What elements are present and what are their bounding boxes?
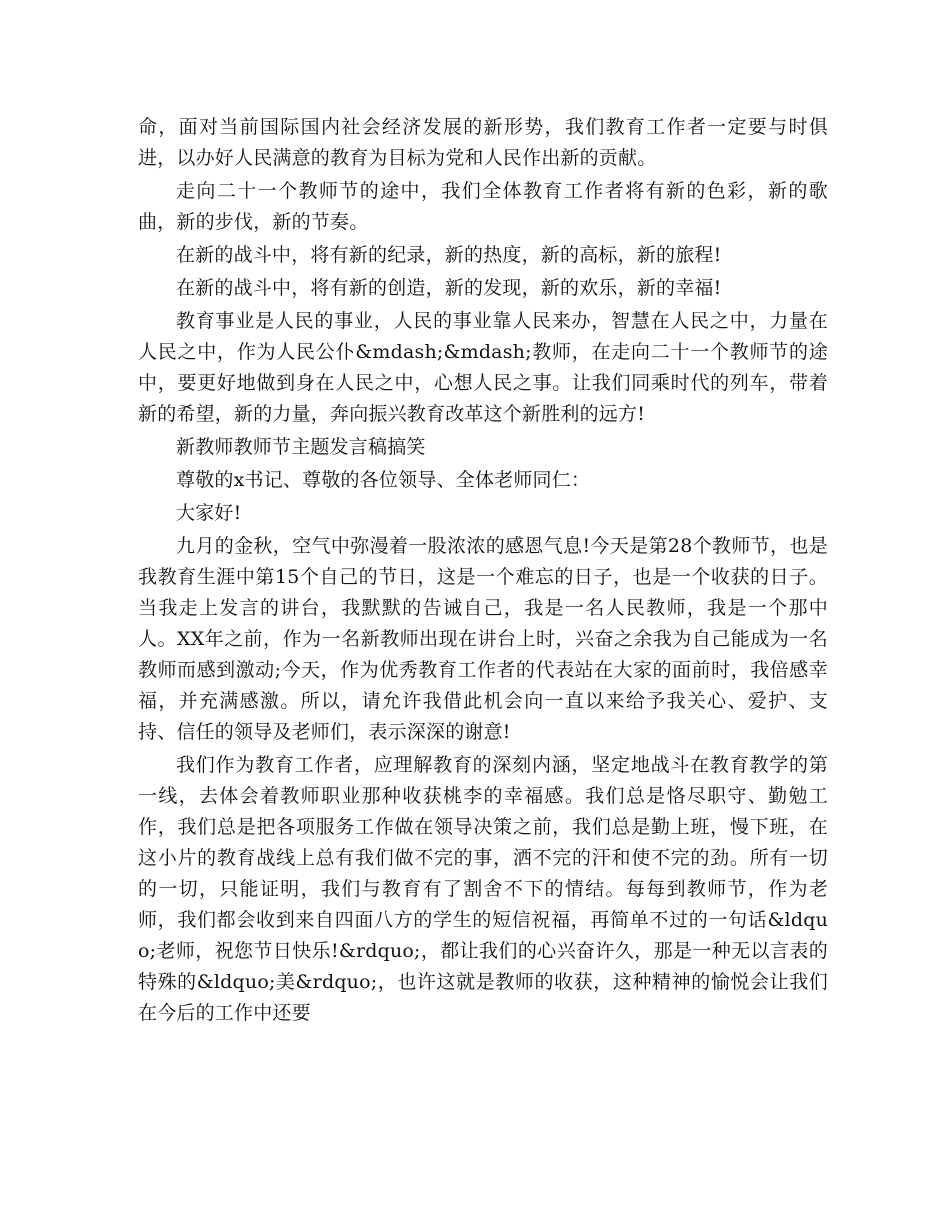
greeting: 大家好! xyxy=(176,502,242,524)
paragraph: 我们作为教育工作者，应理解教育的深刻内涵，坚定地战斗在教育教学的第一线，去体会着教师职业那种收获桃李的幸福感。我们总是恪尽职守、勤勉工作，我们总是把各项服务工作做在领导决策之前，我们总是勤上班，慢下班，在这小片的教育战线上总有我们做不完的事，洒不完的汗和使不完的劲。所有一切的一切，只能证明，我们与教育有了割舍不下的情结。每每到教师节，作为老师，我们都会收到来自四面八方的学生的短信祝福，再简单不过的一句话&ldquo;老师，祝您节日快乐!&rdquo;，都让我们的心兴奋许久，那是一种无以言表的特殊的&ldquo;美&rdquo;，也许这就是教师的收获，这种精神的愉悦会让我们在今后的工作中还要 xyxy=(138,754,828,1024)
paragraph: 走向二十一个教师节的途中，我们全体教育工作者将有新的色彩，新的歌曲，新的步伐，新的节奏。 xyxy=(138,180,828,233)
paragraph: 在新的战斗中，将有新的创造，新的发现，新的欢乐，新的幸福! xyxy=(176,277,722,299)
document-body xyxy=(138,112,828,1031)
paragraph: 九月的金秋，空气中弥漫着一股浓浓的感恩气息!今天是第28个教师节，也是我教育生涯中第15个自己的节日，这是一个难忘的日子，也是一个收获的日子。当我走上发言的讲台，我默默的告诫自己，我是一名人民教师，我是一个那中人。XX年之前，作为一名新教师出现在讲台上时，兴奋之余我为自己能成为一名教师而感到激动;今天，作为优秀教育工作者的代表站在大家的面前时，我倍感幸福，并充满感激。所以，请允许我借此机会向一直以来给予我关心、爱护、支持、信任的领导及老师们，表示深深的谢意! xyxy=(138,535,828,743)
paragraph: 教育事业是人民的事业，人民的事业靠人民来办，智慧在人民之中，力量在人民之中，作为人民公仆&mdash;&mdash;教师，在走向二十一个教师节的途中，要更好地做到身在人民之中，心想人民之事。让我们同乘时代的列车，带着新的希望，新的力量，奔向振兴教育改革这个新胜利的远方! xyxy=(138,310,828,425)
paragraph: 在新的战斗中，将有新的纪录，新的热度，新的高标，新的旅程! xyxy=(176,244,722,266)
salutation: 尊敬的x书记、尊敬的各位领导、全体老师同仁： xyxy=(176,469,591,491)
paragraph-continuation: 命，面对当前国际国内社会经济发展的新形势，我们教育工作者一定要与时俱进，以办好人民满意的教育为目标为党和人民作出新的贡献。 xyxy=(138,116,828,169)
section-title: 新教师教师节主题发言稿搞笑 xyxy=(176,436,426,458)
